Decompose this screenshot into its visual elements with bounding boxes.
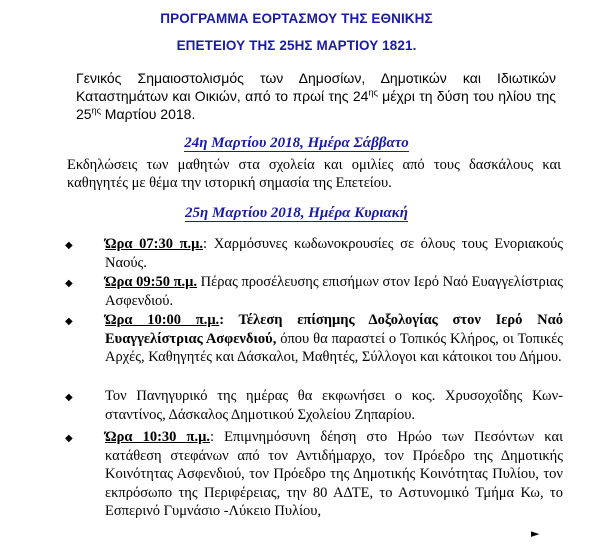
bullet-icon: ◆ xyxy=(65,433,73,444)
intro-paragraph xyxy=(76,69,556,123)
item-colon: : xyxy=(219,312,225,328)
item-colon: : xyxy=(203,236,208,252)
day2-heading xyxy=(0,205,593,222)
schedule-item-1 xyxy=(105,235,563,272)
intro-text-1: Γενικός Σημαιοστολισμός των Δημοσίων, Δημοτικών και Ιδιωτικών Καταστημάτων και Οικιών, από το πρωί της 24 xyxy=(76,70,556,104)
item-bold-text: Τέλεση επίσημης Δοξολογίας στον Ιερό Ναό Ευαγγελίστριας Ασφενδιού, xyxy=(105,312,563,347)
bullet-icon: ◆ xyxy=(65,392,73,403)
item-time-label: Ώρα 07:30 π.μ. xyxy=(105,236,204,252)
item-colon: : xyxy=(209,429,214,445)
intro-sup-2: ης xyxy=(91,105,101,116)
bullet-icon: ◆ xyxy=(65,240,73,251)
item-text: Χαρμόσυνες κωδωνοκρουσίες σε όλους τους Ενοριακούς Ναούς. xyxy=(105,236,563,271)
day2-heading-text: 25η Μαρτίου 2018, Ημέρα Κυριακή xyxy=(185,205,408,221)
title-line-1: ΠΡΟΓΡΑΜΜΑ ΕΟΡΤΑΣΜΟΥ ΤΗΣ ΕΘΝΙΚΗΣ xyxy=(160,11,433,26)
item-time-label: Ώρα 09:50 π.μ. xyxy=(105,274,198,290)
item-time-label: Ώρα 10:30 π.μ. xyxy=(105,429,210,445)
intro-sup-1: ης xyxy=(368,87,378,98)
bullet-icon: ◆ xyxy=(65,316,73,327)
item-time-label: Ώρα 10:00 π.μ. xyxy=(105,312,220,328)
day1-heading xyxy=(0,135,593,152)
continue-arrow-icon: ► xyxy=(531,527,540,540)
bullet-icon: ◆ xyxy=(65,278,73,289)
item-text: Πέρας προσέλευσης επισήμων στον Ιερό Ναό Ευαγγελίστριας Ασφενδιού. xyxy=(105,274,563,309)
item-text: Τον Πανηγυρικό της ημέρας θα εκφωνήσει ο κος. Χρυσοχοΐδης Κωνσταντίνος, Δάσκαλος Δημοτικού Σχολείου Ζηπαρίου. xyxy=(105,388,563,423)
schedule-item-4 xyxy=(105,387,563,424)
title-line-2: ΕΠΕΤΕΙΟΥ ΤΗΣ 25ΗΣ ΜΑΡΤΙΟΥ 1821. xyxy=(176,38,417,53)
day1-paragraph: Εκδηλώσεις των μαθητών στα σχολεία και ομιλίες από τους δασκάλους και καθηγητές με θέμα την ιστορική σημασία της Επετείου. xyxy=(67,157,561,191)
schedule-item-5 xyxy=(105,428,563,521)
schedule-item-3 xyxy=(105,311,563,367)
schedule-item-2 xyxy=(105,273,563,310)
day1-heading-text: 24η Μαρτίου 2018, Ημέρα Σάββατο xyxy=(184,135,409,151)
intro-text-3: Μαρτίου 2018. xyxy=(100,106,196,122)
item-text: Επιμνημόσυνη δέηση στο Ηρώο των Πεσόντων και κατάθεση στεφάνων από τον Αντιδήμαρχο, τον Πρόεδρο της Δημοτικής Κοινότητας Ασφενδιού, τον Πρόεδρο της Δημοτικής Κοινότητας Πυλίου, τον εκπρόσωπο της Περιφέρειας, την 80 ΑΔΤΕ, το Αστυνομικό Τμήμα Κω, το Εσπερινό Γυμνάσιο -Λύκειο Πυλίου, xyxy=(105,429,563,519)
item-text: όπου θα παραστεί ο Τοπικός Κλήρος, οι Τοπικές Αρχές, Καθηγητές και Δάσκαλοι, Μαθητές, Σύλλογοι και κάτοικοι του Δήμου. xyxy=(105,330,563,365)
intro-text-2: μέχρι τη δύση του ηλίου της 25 xyxy=(76,88,557,122)
